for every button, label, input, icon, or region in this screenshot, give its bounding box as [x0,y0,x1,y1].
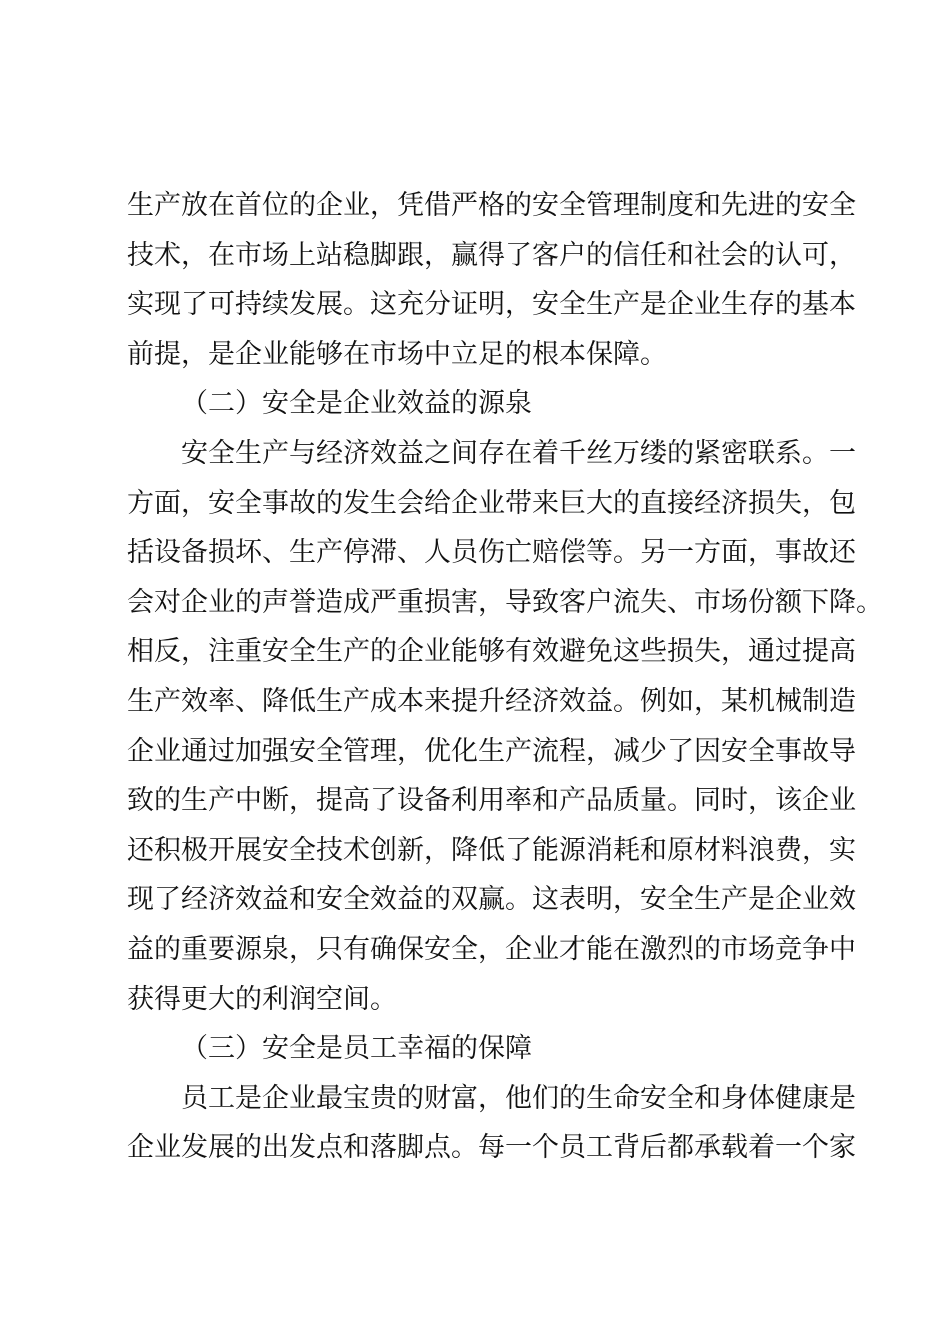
section-heading: （三）安全是员工幸福的保障 [181,1033,532,1065]
text-line: 实现了可持续发展。这充分证明，安全生产是企业生存的基本 [127,289,856,321]
document-body [127,181,883,1173]
text-line: 企业发展的出发点和落脚点。每一个员工背后都承载着一个家 [127,1132,856,1164]
text-line: 生产效率、降低生产成本来提升经济效益。例如，某机械制造 [127,685,856,717]
text-line: 前提，是企业能够在市场中立足的根本保障。 [127,338,667,370]
text-line: 技术，在市场上站稳脚跟，赢得了客户的信任和社会的认可， [127,239,856,271]
text-line: 会对企业的声誉造成严重损害，导致客户流失、市场份额下降。 [127,586,883,618]
section-heading: （二）安全是企业效益的源泉 [181,388,532,420]
text-line: 现了经济效益和安全效益的双赢。这表明，安全生产是企业效 [127,884,856,916]
text-line: 安全生产与经济效益之间存在着千丝万缕的紧密联系。一 [181,437,856,469]
text-line: 获得更大的利润空间。 [127,983,397,1015]
text-line: 方面，安全事故的发生会给企业带来巨大的直接经济损失，包 [127,487,856,519]
text-line: 员工是企业最宝贵的财富，他们的生命安全和身体健康是 [181,1082,856,1114]
text-line: 生产放在首位的企业，凭借严格的安全管理制度和先进的安全 [127,190,856,221]
text-line: 还积极开展安全技术创新，降低了能源消耗和原材料浪费，实 [127,834,856,866]
text-line: 括设备损坏、生产停滞、人员伤亡赔偿等。另一方面，事故还 [127,537,856,569]
text-line: 益的重要源泉，只有确保安全，企业才能在激烈的市场竞争中 [127,933,856,965]
text-line: 相反，注重安全生产的企业能够有效避免这些损失，通过提高 [127,636,856,668]
text-line: 致的生产中断，提高了设备利用率和产品质量。同时，该企业 [127,785,856,817]
text-line: 企业通过加强安全管理，优化生产流程，减少了因安全事故导 [127,735,856,767]
